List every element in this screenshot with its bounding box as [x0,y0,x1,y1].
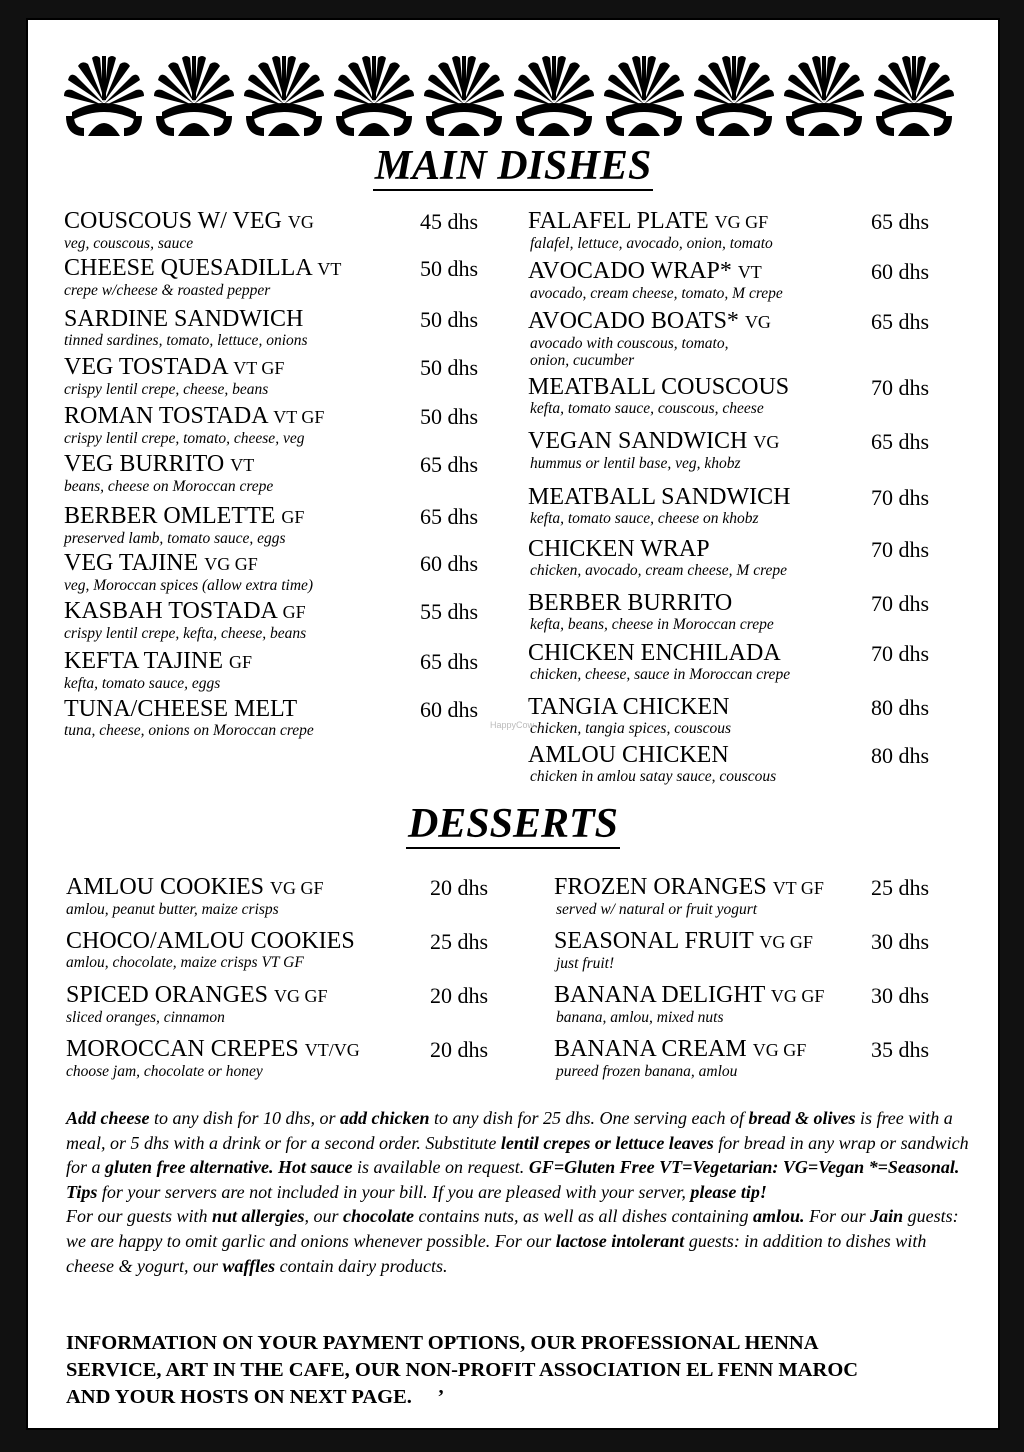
menu-item-name [66,982,328,1009]
menu-item-title: MOROCCAN CREPES [66,1036,299,1062]
notes-text: contain dairy products. [275,1255,448,1276]
menu-item-price: 50 dhs [420,355,479,380]
menu-item [64,451,273,495]
menu-item-description: sliced oranges, cinnamon [66,1009,225,1026]
menu-item-description: amlou, peanut butter, maize crisps [66,901,279,918]
menu-item-description: crepe w/cheese & roasted pepper [64,282,271,299]
menu-item-price: 30 dhs [871,983,930,1008]
menu-item-name [64,354,284,381]
menu-item-name [554,928,813,955]
notes-text: is free with a meal, or 5 dhs with a drink or for a second order. Substitute [66,1108,953,1153]
palmette-ornament-icon [242,50,326,136]
menu-item [528,640,790,683]
menu-item-name [64,550,313,577]
menu-item-description: amlou, chocolate, maize crisps VT GF [66,954,304,971]
menu-item [528,694,731,737]
menu-item-price: 50 dhs [420,404,479,429]
menu-item-title: BERBER BURRITO [528,590,733,616]
menu-item [528,208,773,252]
menu-item-title: AMLOU CHICKEN [528,742,729,768]
menu-item-price: 70 dhs [871,485,930,510]
menu-item-name [528,742,776,768]
menu-item-price: 70 dhs [871,537,930,562]
menu-item-name [64,451,273,478]
notes-text: for bread in any wrap or sandwich for a [66,1132,969,1178]
menu-item-name [528,590,774,616]
menu-item-title: ROMAN TOSTADA [64,403,268,429]
palmette-ornament-icon [692,50,776,136]
diet-tag: VG GF [270,878,324,898]
menu-item-name [554,1036,806,1063]
menu-item-title: CHEESE QUESADILLA [64,255,312,281]
menu-page [26,18,1000,1430]
menu-item-description: crispy lentil crepe, cheese, beans [64,381,269,398]
menu-item [528,590,774,633]
menu-item [64,354,284,398]
desserts-title-text: DESSERTS [407,801,619,847]
menu-item-name [64,696,314,722]
menu-item-title: FROZEN ORANGES [554,874,767,900]
menu-item [528,308,771,369]
menu-item-title: CHOCO/AMLOU COOKIES [66,928,355,954]
notes-text: to any dish for 25 dhs. One serving each of [429,1108,749,1128]
menu-item-description-line-2: onion, cucumber [530,352,635,369]
menu-item-description: pureed frozen banana, amlou [556,1063,738,1080]
notes-text: to any dish for 10 dhs, or [149,1108,340,1128]
menu-item-name [64,648,252,675]
menu-item-title: TUNA/CHEESE MELT [64,696,298,722]
menu-item-name [528,484,790,510]
menu-item [64,503,304,547]
notes-bold-text: Hot sauce [278,1157,353,1178]
menu-item [64,598,306,642]
diet-tag: GF [229,652,253,672]
menu-item-name [528,374,789,400]
menu-item-name [528,694,731,720]
menu-item-description: falafel, lettuce, avocado, onion, tomato [530,235,773,252]
menu-item-price: 50 dhs [420,256,479,281]
menu-notes [66,1106,976,1278]
diet-tag: VG GF [752,1040,807,1060]
payment-info-line: SERVICE, ART IN THE CAFE, OUR NON-PROFIT ASSOCIATION EL FENN MAROC [66,1359,859,1381]
diet-tag: VT [230,455,255,475]
menu-item-description: crispy lentil crepe, kefta, cheese, beans [64,625,307,642]
notes-bold-text: Add cheese [66,1108,150,1128]
notes-text: guests: in addition to dishes with cheese & yogurt, our [66,1230,927,1276]
menu-item-title: KASBAH TOSTADA [64,598,277,624]
menu-item-price: 20 dhs [430,983,489,1008]
menu-item-description: banana, amlou, mixed nuts [556,1009,724,1026]
menu-item-price: 65 dhs [871,429,930,454]
menu-item-name [66,874,324,901]
menu-item-title: FALAFEL PLATE [528,208,709,234]
menu-item-title: VEGAN SANDWICH [528,428,748,454]
menu-item-price: 70 dhs [871,591,930,616]
menu-item-title: BANANA DELIGHT [554,982,765,1008]
menu-item-price: 80 dhs [871,695,930,720]
menu-item-title: VEG BURRITO [64,451,225,477]
menu-item-price: 25 dhs [430,929,489,954]
palmette-border [62,50,962,140]
notes-bold-text: Jain [870,1206,904,1227]
menu-item-name [528,640,790,666]
menu-item [554,1036,806,1080]
menu-item-price: 25 dhs [871,875,930,900]
menu-item-price: 20 dhs [430,1037,489,1062]
menu-item [64,550,313,594]
menu-item-description: choose jam, chocolate or honey [66,1063,263,1080]
menu-item-name [528,208,773,235]
diet-tag: VG GF [759,932,813,952]
menu-item-title: TANGIA CHICKEN [528,694,730,720]
notes-bold-text: GF=Gluten Free VT=Vegetarian: VG=Vegan *=Seasonal. [528,1157,960,1178]
palmette-ornament-icon [152,50,236,136]
menu-item-price: 60 dhs [871,259,930,284]
menu-item [554,928,813,972]
menu-item-description: tuna, cheese, onions on Moroccan crepe [64,722,314,739]
menu-item-name [64,306,308,332]
palmette-ornament-icon [62,50,146,136]
notes-bold-text: please tip! [690,1181,767,1202]
menu-item-description: preserved lamb, tomato sauce, eggs [64,530,286,547]
notes-bold-text: chocolate [343,1206,415,1227]
palmette-ornament-icon [512,50,596,136]
menu-item-name [64,403,324,430]
menu-item-description: chicken, cheese, sauce in Moroccan crepe [530,666,791,683]
menu-item-price: 60 dhs [420,697,479,722]
notes-text: guests: we are happy to omit garlic and onions whenever possible. For our [66,1206,959,1251]
menu-item-title: AMLOU COOKIES [66,874,264,900]
menu-item [528,374,789,417]
menu-item-title: SARDINE SANDWICH [64,306,304,332]
notes-text: contains nuts, as well as all dishes containing [414,1206,754,1227]
menu-item-title: MEATBALL SANDWICH [528,484,791,510]
menu-item-title: BANANA CREAM [554,1036,747,1062]
notes-bold-text: nut allergies [212,1206,305,1227]
menu-item-name [64,255,341,282]
main-dishes-title-text: MAIN DISHES [374,143,652,189]
menu-item-description: veg, Moroccan spices (allow extra time) [64,577,314,594]
menu-item-description: kefta, tomato sauce, cheese on khobz [530,510,759,527]
menu-item-title: COUSCOUS W/ VEG [64,208,282,234]
menu-item-title: CHICKEN ENCHILADA [528,640,781,666]
menu-item-description: kefta, beans, cheese in Moroccan crepe [530,616,774,633]
menu-item-price: 70 dhs [871,641,930,666]
menu-item-title: BERBER OMLETTE [64,503,276,529]
menu-item-description: chicken in amlou satay sauce, couscous [530,768,777,785]
menu-item-description: tinned sardines, tomato, lettuce, onions [64,332,308,349]
menu-item-price: 65 dhs [420,504,479,529]
notes-paragraph-2 [66,1204,976,1278]
diet-tag: VG GF [714,212,769,232]
menu-item-title: CHICKEN WRAP [528,536,710,562]
menu-item-description: hummus or lentil base, veg, khobz [530,455,741,472]
diet-tag: VT GF [273,407,325,427]
notes-bold-text: add chicken [340,1108,430,1128]
menu-item [64,403,324,447]
payment-info [66,1330,986,1411]
menu-item-title: MEATBALL COUSCOUS [528,374,790,400]
notes-bold-text: Tips [66,1181,98,1202]
notes-paragraph-1 [66,1106,976,1204]
notes-bold-text: lactose intolerant [555,1230,685,1251]
menu-item [64,648,252,692]
diet-tag: VG [744,312,771,332]
notes-text: for your servers are not included in your bill. If you are pleased with your server, [97,1181,691,1202]
notes-bold-text: waffles [222,1255,276,1276]
menu-item-price: 80 dhs [871,743,930,768]
menu-item [66,874,324,918]
menu-item-price: 20 dhs [430,875,489,900]
diet-tag: VG GF [770,986,825,1006]
menu-item-name [64,208,314,235]
menu-item-title: SPICED ORANGES [66,982,269,1008]
menu-item-description: crispy lentil crepe, tomato, cheese, veg [64,430,305,447]
menu-item-description: served w/ natural or fruit yogurt [556,901,758,918]
diet-tag: VG GF [274,986,328,1006]
palmette-ornament-icon [872,50,956,136]
menu-item-price: 65 dhs [420,452,479,477]
desserts-title [28,800,998,848]
menu-item-description: veg, couscous, sauce [64,235,194,252]
menu-item [528,428,779,472]
menu-item-price: 65 dhs [871,209,930,234]
palmette-ornament-icon [332,50,416,136]
menu-item [528,536,787,579]
menu-item-price: 30 dhs [871,929,930,954]
notes-bold-text: lentil crepes or lettuce leaves [500,1132,714,1153]
menu-item-name [66,928,355,954]
menu-item-description: beans, cheese on Moroccan crepe [64,478,274,495]
menu-item [66,982,328,1026]
notes-text: For our [804,1206,871,1227]
menu-item-price: 65 dhs [420,649,479,674]
diet-tag: VT GF [772,878,824,898]
diet-tag: GF [281,507,305,527]
notes-bold-text: gluten free alternative. [105,1157,274,1178]
menu-item-description: chicken, tangia spices, couscous [530,720,732,737]
notes-text: is available on request. [352,1157,529,1178]
menu-item [528,258,783,302]
payment-info-line: INFORMATION ON YOUR PAYMENT OPTIONS, OUR PROFESSIONAL HENNA [66,1332,819,1354]
menu-item-description: chicken, avocado, cream cheese, M crepe [530,562,788,579]
menu-item-price: 70 dhs [871,375,930,400]
diet-tag: VG [287,212,314,232]
menu-item-description: kefta, tomato sauce, eggs [64,675,221,692]
menu-item [554,982,824,1026]
menu-item-description: avocado with couscous, tomato, [530,335,729,352]
menu-item-price: 45 dhs [420,209,479,234]
menu-item [64,306,308,349]
diet-tag: GF [282,602,306,622]
menu-item [66,1036,360,1080]
palmette-ornament-icon [602,50,686,136]
menu-item-name [64,598,306,625]
diet-tag: VT/VG [304,1040,360,1060]
diet-tag: VG [753,432,780,452]
menu-item-title: AVOCADO WRAP* [528,258,732,284]
payment-info-line: AND YOUR HOSTS ON NEXT PAGE. ’ [66,1386,445,1408]
menu-item-title: SEASONAL FRUIT [554,928,754,954]
menu-item-description: avocado, cream cheese, tomato, M crepe [530,285,783,302]
notes-text: For our guests with [66,1206,213,1227]
diet-tag: VG GF [204,554,258,574]
menu-item-title: VEG TAJINE [64,550,199,576]
menu-item [528,484,790,527]
menu-item-name [528,258,783,285]
menu-item-price: 65 dhs [871,309,930,334]
menu-item-name [528,428,779,455]
main-dishes-title [28,142,998,190]
menu-item-description: just fruit! [556,955,615,972]
menu-item [66,928,355,971]
palmette-ornament-icon [782,50,866,136]
diet-tag: VT [737,262,762,282]
menu-item-name [66,1036,360,1063]
menu-item-name [528,308,771,335]
diet-tag: VT GF [233,358,285,378]
menu-item-name [64,503,304,530]
notes-bold-text: amlou. [753,1206,805,1227]
menu-item-title: KEFTA TAJINE [64,648,224,674]
notes-text: , our [304,1206,344,1227]
menu-item-name [528,536,787,562]
menu-item [64,208,314,252]
menu-item [528,742,776,785]
menu-item [554,874,824,918]
watermark-text: HappyCow [490,720,535,730]
menu-item-price: 60 dhs [420,551,479,576]
menu-item [64,255,341,299]
menu-item-price: 35 dhs [871,1037,930,1062]
palmette-ornament-icon [422,50,506,136]
menu-item-price: 55 dhs [420,599,479,624]
menu-item-name [554,982,824,1009]
menu-item-title: AVOCADO BOATS* [528,308,739,334]
menu-item-name [554,874,824,901]
menu-item-description: kefta, tomato sauce, couscous, cheese [530,400,764,417]
menu-item [64,696,314,739]
menu-item-price: 50 dhs [420,307,479,332]
menu-item-title: VEG TOSTADA [64,354,228,380]
notes-bold-text: bread & olives [748,1108,856,1128]
diet-tag: VT [317,259,342,279]
